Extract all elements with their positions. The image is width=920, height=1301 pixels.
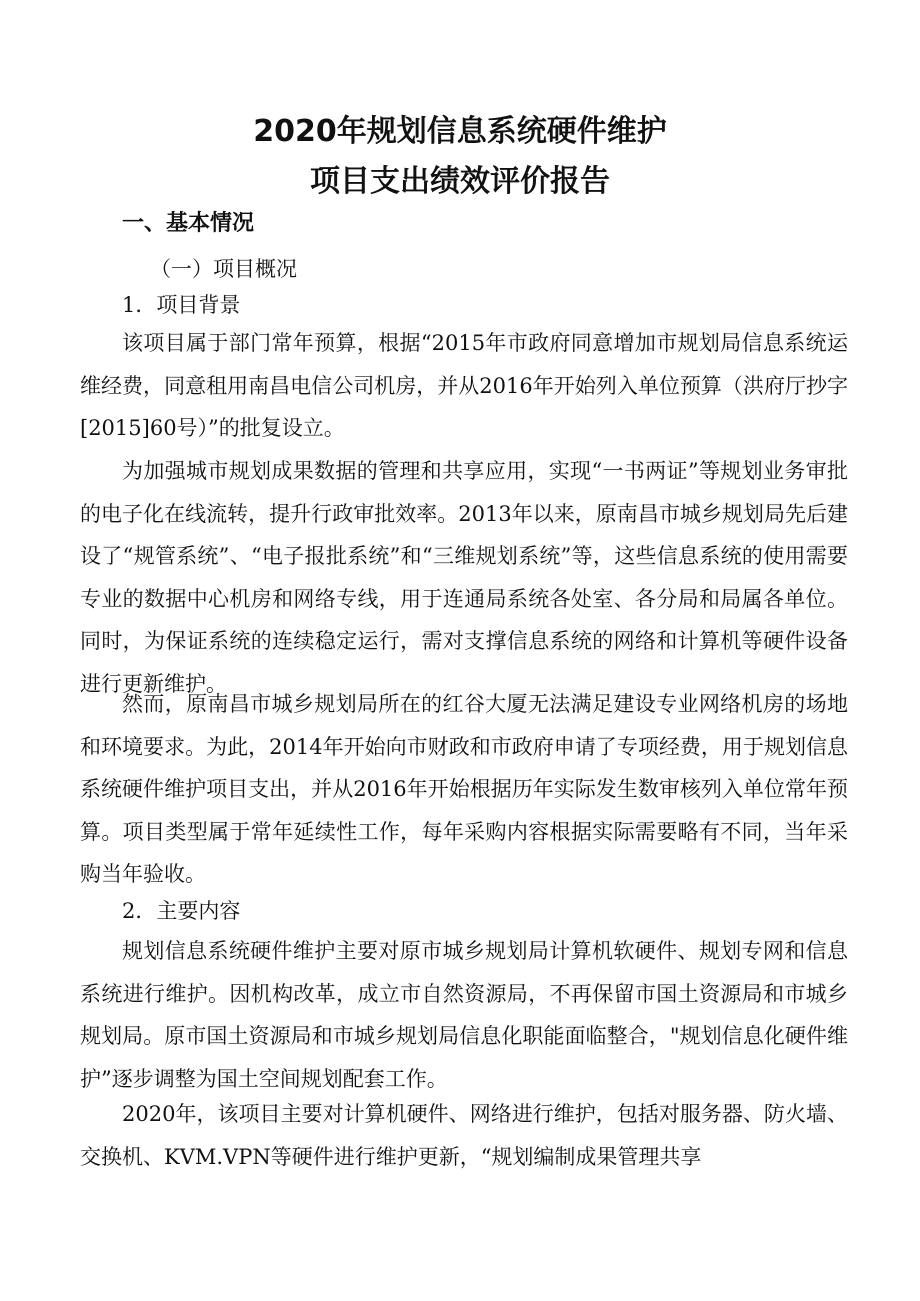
subsection-heading-project-overview: （一）项目概况 — [150, 257, 297, 281]
paragraph-system-construction: 为加强城市规划成果数据的管理和共享应用，实现“一书两证”等规划业务审批的电子化在线流转，提升行政审批效率。2013年以来，原南昌市城乡规划局先后建设了“规管系统”、“电子报批系统”和“三维规划系统”等，这些信息系统的使用需要专业的数据中心机房和网络专线，用于连通局系统各处室、各分局和局属各单位。同时，为保证系统的连续稳定运行，需对支撑信息系统的网络和计算机等硬件设备进行更新维护。 — [80, 459, 848, 696]
section-heading-basic-situation: 一、基本情况 — [122, 211, 255, 236]
paragraph-2020-work: 2020年，该项目主要对计算机硬件、网络进行维护，包括对服务器、防火墙、交换机、KVM.VPN等硬件进行维护更新，“规划编制成果管理共享 — [80, 1102, 848, 1169]
paragraph-funding-history: 然而，原南昌市城乡规划局所在的红谷大厦无法满足建设专业网络机房的场地和环境要求。为此，2014年开始向市财政和市政府申请了专项经费，用于规划信息系统硬件维护项目支出，并从2016年开始根据历年实际发生数审核列入单位常年预算。项目类型属于常年延续性工作，每年采购内容根据实际需要略有不同，当年采购当年验收。 — [80, 692, 848, 887]
item-heading-project-background: 1．项目背景 — [122, 293, 241, 317]
report-title-line-2: 项目支出绩效评价报告 — [310, 164, 610, 199]
report-title-line-1: 2020年规划信息系统硬件维护 — [253, 114, 667, 149]
paragraph-maintenance-scope: 规划信息系统硬件维护主要对原市城乡规划局计算机软硬件、规划专网和信息系统进行维护。因机构改革，成立市自然资源局，不再保留市国土资源局和市城乡规划局。原市国土资源局和市城乡规划局信息化职能面临整合，"规划信息化硬件维护”逐步调整为国土空间规划配套工作。 — [80, 939, 848, 1091]
item-heading-main-content: 2．主要内容 — [122, 899, 241, 923]
paragraph-budget-basis: 该项目属于部门常年预算，根据“2015年市政府同意增加市规划局信息系统运维经费，同意租用南昌电信公司机房，并从2016年开始列入单位预算（洪府厅抄字[2015]60号）”的批复设立。 — [80, 331, 848, 441]
